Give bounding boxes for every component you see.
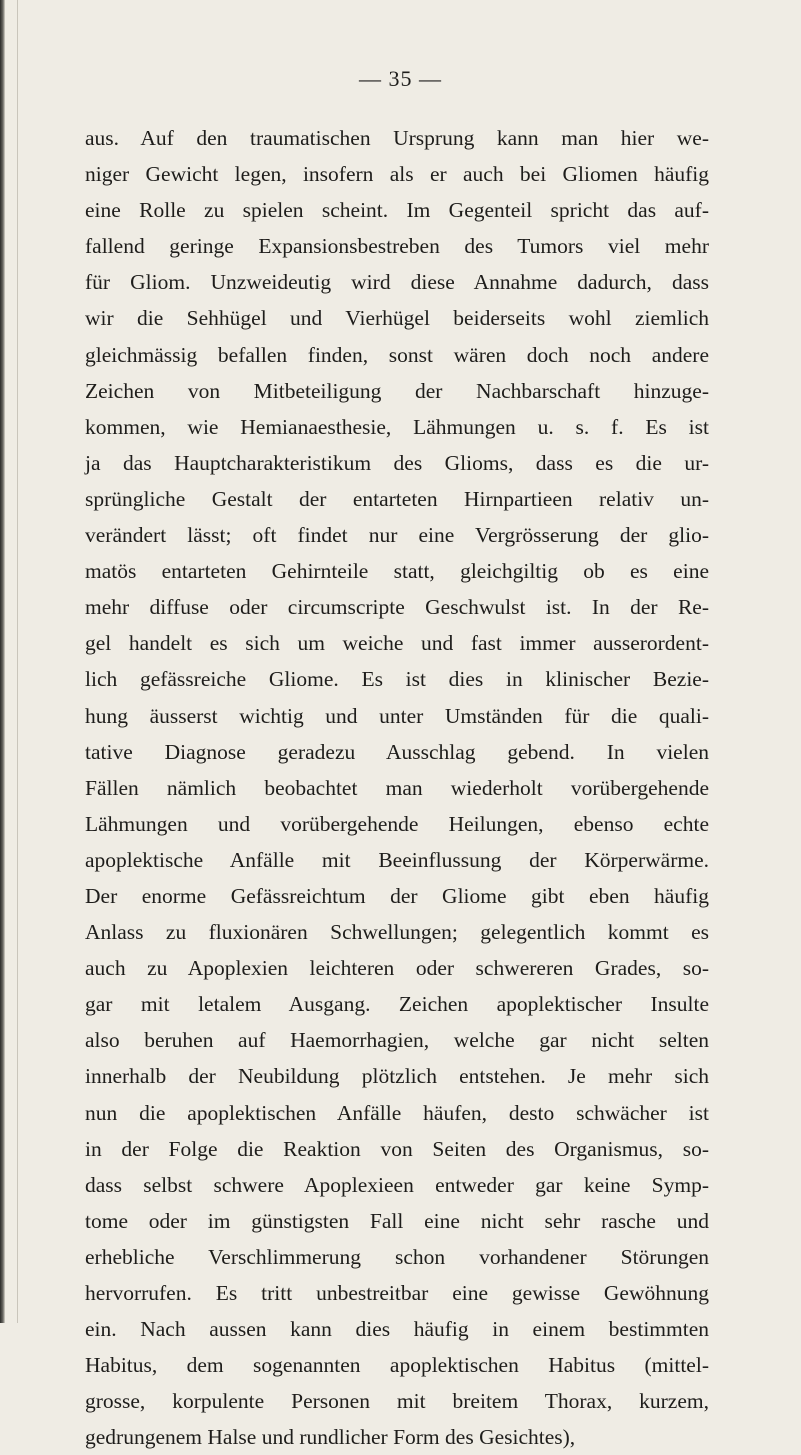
text-line: gleichmässig befallen finden, sonst wären doch noch andere [85,342,709,367]
text-line: verändert lässt; oft findet nur eine Vergrösserung der glio- [85,523,709,548]
text-line: Fällen nämlich beobachtet man wiederholt vorübergehende [85,775,709,800]
text-line: matös entarteten Gehirnteile statt, gleichgiltig ob es eine [85,559,709,584]
text-line: aus. Auf den traumatischen Ursprung kann man hier we- [85,126,709,150]
text-line: erhebliche Verschlimmerung schon vorhandener Störungen [85,1244,709,1269]
body-text [85,120,709,1455]
text-line: Habitus, dem sogenannten apoplektischen Habitus (mittel- [85,1353,709,1378]
text-line: ja das Hauptcharakteristikum des Glioms, dass es die ur- [85,450,709,475]
binding-edge [0,0,5,1323]
text-line: apoplektische Anfälle mit Beeinflussung der Körperwärme. [85,847,709,872]
text-line: Zeichen von Mitbeteiligung der Nachbarschaft hinzuge- [85,378,709,403]
text-line: gar mit letalem Ausgang. Zeichen apoplektischer Insulte [85,992,709,1017]
text-line: für Gliom. Unzweideutig wird diese Annahme dadurch, dass [85,270,709,295]
text-line: nun die apoplektischen Anfälle häufen, desto schwächer ist [85,1100,709,1125]
text-line: eine Rolle zu spielen scheint. Im Gegenteil spricht das auf- [85,198,709,223]
text-line: mehr diffuse oder circumscripte Geschwulst ist. In der Re- [85,595,709,620]
text-line: kommen, wie Hemianaesthesie, Lähmungen u. s. f. Es ist [85,414,709,439]
text-line: auch zu Apoplexien leichteren oder schwereren Grades, so- [85,956,709,981]
text-line: hung äusserst wichtig und unter Umständen für die quali- [85,703,709,728]
text-line: tative Diagnose geradezu Ausschlag gebend. In vielen [85,739,709,764]
text-line: ein. Nach aussen kann dies häufig in einem bestimmten [85,1317,709,1342]
text-line: gel handelt es sich um weiche und fast immer ausserordent- [85,631,709,656]
page-number: — 35 — [359,66,442,91]
text-line: Anlass zu fluxionären Schwellungen; gelegentlich kommt es [85,920,709,945]
text-line: Der enorme Gefässreichtum der Gliome gibt eben häufig [85,883,709,908]
text-line: dass selbst schwere Apoplexieen entweder gar keine Symp- [85,1172,709,1197]
text-line: lich gefässreiche Gliome. Es ist dies in klinischer Bezie- [85,667,709,692]
text-line: sprüngliche Gestalt der entarteten Hirnpartieen relativ un- [85,486,709,511]
text-line: in der Folge die Reaktion von Seiten des Organismus, so- [85,1136,709,1161]
text-line: grosse, korpulente Personen mit breitem Thorax, kurzem, [85,1389,709,1414]
text-line: gedrungenem Halse und rundlicher Form des Gesichtes), [85,1425,576,1450]
page-fold-line [17,0,18,1323]
text-line: wir die Sehhügel und Vierhügel beiderseits wohl ziemlich [85,306,709,331]
text-line: tome oder im günstigsten Fall eine nicht sehr rasche und [85,1208,709,1233]
text-line: also beruhen auf Haemorrhagien, welche gar nicht selten [85,1028,709,1053]
text-line: hervorrufen. Es tritt unbestreitbar eine gewisse Gewöhnung [85,1281,709,1305]
text-line: innerhalb der Neubildung plötzlich entstehen. Je mehr sich [85,1064,709,1089]
text-line: niger Gewicht legen, insofern als er auch bei Gliomen häufig [85,162,709,187]
text-line: fallend geringe Expansionsbestreben des Tumors viel mehr [85,234,709,259]
text-line: Lähmungen und vorübergehende Heilungen, ebenso echte [85,811,709,836]
